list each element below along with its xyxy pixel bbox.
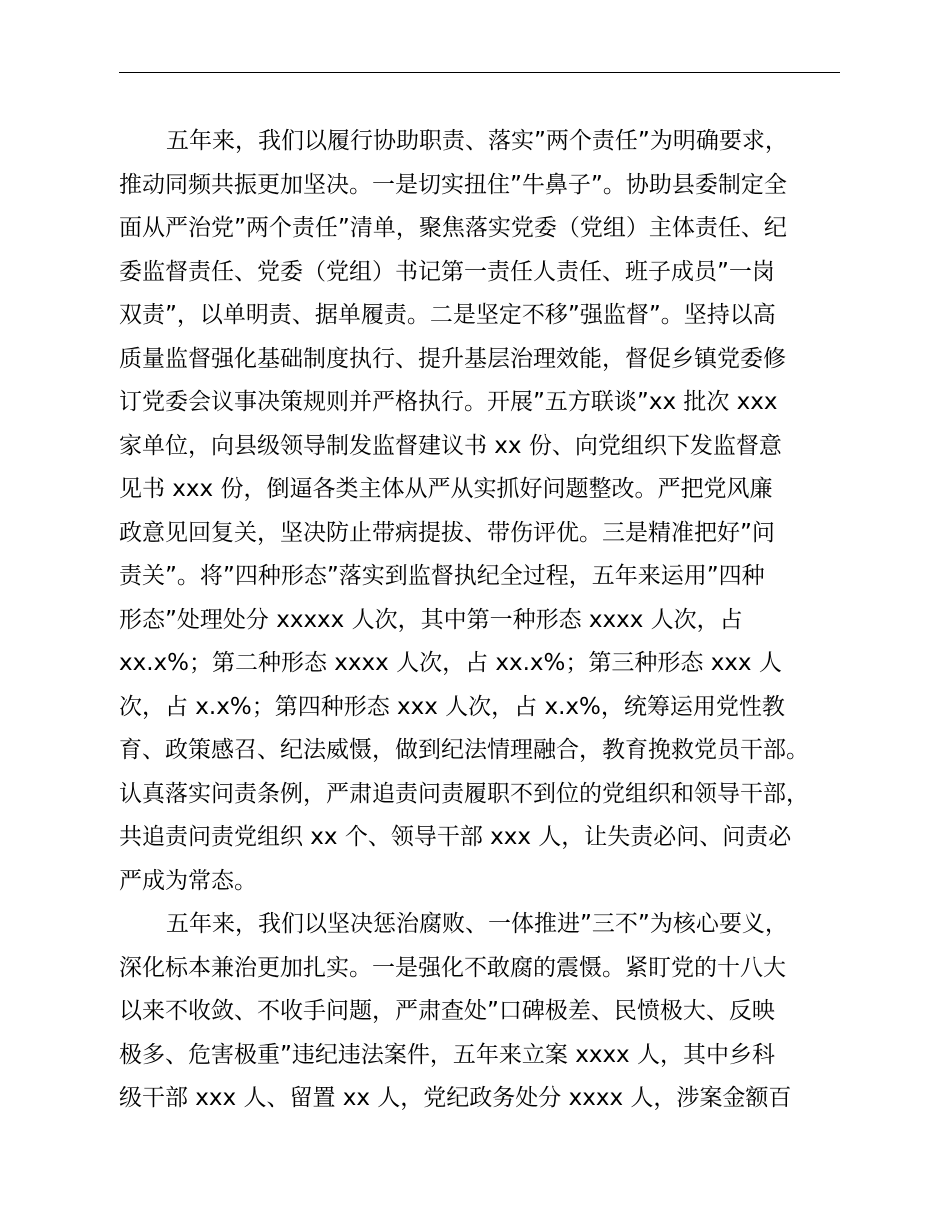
text-line: 家单位，向县级领导制发监督建议书 xx 份、向党组织下发监督意 [119, 432, 782, 459]
text-line: 质量监督强化基础制度执行、提升基层治理效能，督促乡镇党委修 [119, 345, 786, 372]
paragraph-2 [119, 903, 840, 1121]
text-line: 委监督责任、党委（党组）书记第一责任人责任、班子成员”一岗 [119, 258, 775, 285]
text-line: 见书 xxx 份，倒逼各类主体从严从实抓好问题整改。严把党风廉 [119, 476, 773, 502]
text-line: xx.x%；第二种形态 xxxx 人次，占 xx.x%；第三种形态 xxx 人 [119, 650, 782, 676]
text-line: 双责”，以单明责、据单履责。二是坚定不移”强监督”。坚持以高 [119, 302, 776, 328]
document-body [119, 120, 840, 1121]
text-line: 育、政策感召、纪法威慑，做到纪法情理融合，教育挽救党员干部。 [119, 737, 809, 763]
text-line: 形态”处理处分 xxxxx 人次，其中第一种形态 xxxx 人次，占 [119, 606, 743, 633]
text-line: 政意见回复关，坚决防止带病提拔、带伤评优。三是精准把好”问 [119, 519, 775, 546]
text-line: 五年来，我们以履行协助职责、落实”两个责任”为明确要求， [166, 128, 788, 154]
header-rule [119, 72, 840, 73]
text-line: 极多、危害极重”违纪违法案件，五年来立案 xxxx 人，其中乡科 [119, 1041, 775, 1068]
text-line: 责关”。将”四种形态”落实到监督执纪全过程，五年来运用”四种 [119, 563, 765, 589]
text-line: 级干部 xxx 人、留置 xx 人，党纪政务处分 xxxx 人，涉案金额百 [119, 1085, 792, 1111]
text-line: 推动同频共振更加坚决。一是切实扭住”牛鼻子”。协助县委制定全 [119, 171, 787, 198]
text-line: 订党委会议事决策规则并严格执行。开展”五方联谈”xx 批次 xxx [119, 389, 778, 415]
text-line: 面从严治党”两个责任”清单，聚焦落实党委（党组）主体责任、纪 [119, 215, 787, 241]
paragraph-1 [119, 120, 840, 903]
text-line: 认真落实问责条例，严肃追责问责履职不到位的党组织和领导干部， [119, 780, 809, 807]
text-line: 严成为常态。 [119, 867, 257, 894]
text-line: 深化标本兼治更加扎实。一是强化不敢腐的震慑。紧盯党的十八大 [119, 954, 786, 981]
text-line: 次，占 x.x%；第四种形态 xxx 人次，占 x.x%，统筹运用党性教 [119, 693, 785, 720]
text-line: 共追责问责党组织 xx 个、领导干部 xxx 人，让失责必问、问责必 [119, 824, 792, 850]
text-line: 以来不收敛、不收手问题，严肃查处”口碑极差、民愤极大、反映 [119, 998, 775, 1024]
text-line: 五年来，我们以坚决惩治腐败、一体推进”三不”为核心要义， [166, 911, 788, 937]
